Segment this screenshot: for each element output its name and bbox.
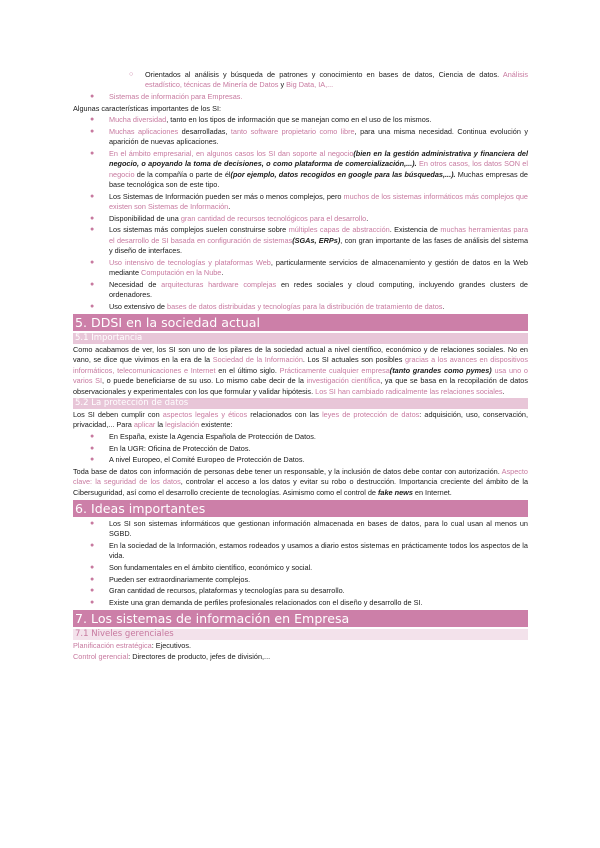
highlight-text: En otros casos, los datos SON el negocio bbox=[109, 159, 528, 179]
item-text: . bbox=[228, 202, 231, 211]
highlight-text: Aspecto clave: la seguridad de los datos bbox=[73, 466, 528, 487]
italic-text: fake news bbox=[378, 487, 413, 497]
item-text: . bbox=[366, 213, 369, 223]
item-text: A nivel Europeo, el Comité Europeo de Protección de Datos. bbox=[109, 455, 305, 465]
highlight-text: Muchas aplicaciones bbox=[109, 126, 179, 136]
item-text: Los Sistemas de Información pueden ser más o menos complejos, pero bbox=[109, 191, 344, 201]
filled-circle-icon: ● bbox=[90, 520, 95, 528]
item-text: , tanto en los tipos de información que se manejan como en el uso de los mismos. bbox=[166, 115, 432, 125]
list-item bbox=[73, 280, 528, 301]
filled-circle-icon: ● bbox=[90, 575, 95, 583]
list-item bbox=[73, 519, 528, 540]
list-item bbox=[73, 432, 528, 442]
highlight-text: aspectos legales y éticos bbox=[162, 410, 248, 420]
section-heading: 7. Los sistemas de información en Empresa bbox=[73, 610, 528, 627]
list-item bbox=[73, 225, 528, 256]
italic-text: (SGAs, ERPs) bbox=[292, 235, 341, 245]
list-item bbox=[73, 598, 528, 608]
filled-circle-icon: ● bbox=[90, 226, 95, 234]
filled-circle-icon: ● bbox=[90, 564, 95, 572]
filled-circle-icon: ● bbox=[90, 214, 95, 222]
item-text: Los sistemas más complejos suelen construirse sobre bbox=[109, 225, 289, 235]
highlight-text: Big Data, IA,... bbox=[286, 80, 334, 90]
item-text: Necesidad de bbox=[109, 279, 162, 289]
highlight-text: muchos de los sistemas informáticos más complejos que existen son Sistemas de Información bbox=[109, 191, 528, 211]
item-text: Disponibilidad de una bbox=[109, 213, 181, 223]
highlight-text: Prácticamente cualquier empresa bbox=[279, 365, 390, 375]
ideas-list bbox=[73, 519, 528, 608]
filled-circle-icon: ● bbox=[90, 444, 95, 452]
list-item bbox=[73, 115, 528, 125]
list-item bbox=[73, 92, 528, 102]
item-text: de la compañía o parte de él bbox=[134, 169, 231, 179]
item-text: y bbox=[278, 80, 287, 90]
highlight-text: legislación bbox=[165, 420, 200, 430]
filled-circle-icon: ● bbox=[90, 587, 95, 595]
highlight-text: Los SI han cambiado radicalmente las relaciones sociales bbox=[315, 386, 503, 396]
list-item bbox=[73, 586, 528, 596]
filled-circle-icon: ● bbox=[90, 598, 95, 606]
italic-text: (por ejemplo, datos recogidos en google para las búsquedas,...). bbox=[230, 169, 456, 179]
item-text: Orientados al análisis y búsqueda de patrones y conocimiento en bases de datos, Ciencia de datos. bbox=[145, 70, 500, 79]
paragraph bbox=[73, 410, 528, 431]
item-text: desarrolladas, bbox=[178, 126, 231, 136]
item-text: En la sociedad de la Información, estamos rodeados y usamos a diario estos sistemas en prácticamente todos los aspectos de la vida. bbox=[109, 541, 528, 561]
paragraph bbox=[73, 345, 528, 397]
item-text: Pueden ser extraordinariamente complejos. bbox=[109, 574, 251, 584]
item-text: , con gran importante de las fases de análisis del sistema y diseño de interfaces. bbox=[109, 235, 528, 255]
highlight-text: bases de datos distribuidas y tecnologías para la distribución de tratamiento de datos bbox=[167, 301, 443, 311]
list-item bbox=[73, 444, 528, 454]
list-item bbox=[73, 302, 528, 312]
filled-circle-icon: ● bbox=[90, 93, 95, 100]
item-text: . bbox=[221, 268, 224, 277]
paragraph-text: en Internet. bbox=[412, 487, 452, 497]
paragraph bbox=[73, 641, 528, 651]
subsection-heading: 5.2 La protección de datos bbox=[73, 398, 528, 409]
document-content bbox=[73, 70, 528, 662]
paragraph-text: Toda base de datos con información de personas debe tener un responsable, y la inclusión de datos debe contar con autorización. bbox=[73, 466, 502, 476]
paragraph-text: en el último siglo. bbox=[215, 365, 280, 375]
highlight-text: usa uno o varios SI bbox=[73, 365, 528, 386]
characteristics-list bbox=[73, 115, 528, 312]
highlight-text: gran cantidad de recursos tecnológicos para el desarrollo bbox=[180, 213, 367, 223]
hollow-circle-icon: ○ bbox=[129, 71, 134, 78]
paragraph-text: la bbox=[155, 420, 166, 430]
paragraph-text: . Los SI actuales son posibles bbox=[302, 355, 405, 365]
highlight-text: aplicar bbox=[133, 420, 156, 430]
highlight-text: investigación científica bbox=[306, 376, 381, 386]
item-text: Los SI son sistemas informáticos que gestionan información almacenada en bases de datos, para lo cual usan al menos un SGBD. bbox=[109, 519, 528, 539]
highlight-text: Control gerencial bbox=[73, 651, 129, 661]
subsection-heading: 5.1 Importancia bbox=[73, 333, 528, 344]
item-text: En la UGR: Oficina de Protección de Datos. bbox=[109, 443, 251, 453]
section-heading: 6. Ideas importantes bbox=[73, 500, 528, 517]
filled-circle-icon: ● bbox=[90, 258, 95, 266]
item-text: , para una misma necesidad. Continua evolución y aparición de nuevas aplicaciones. bbox=[109, 126, 528, 147]
highlight-text: Mucha diversidad bbox=[109, 115, 167, 125]
filled-circle-icon: ● bbox=[90, 542, 95, 550]
list-item bbox=[73, 214, 528, 224]
paragraph-text: : Directores de producto, jefes de división,... bbox=[128, 651, 271, 661]
filled-circle-icon: ● bbox=[90, 149, 95, 157]
italic-text: (bien en la gestión administrativa y financiera del negocio, o apoyando la toma de decisiones, o como plataforma de comercialización,...). bbox=[109, 148, 528, 169]
highlight-text: Sistemas de información para Empresas. bbox=[109, 92, 243, 101]
item-text: Gran cantidad de recursos, plataformas y tecnologías para su desarrollo. bbox=[109, 586, 345, 596]
paragraph-text: , ya que se basa en la recopilación de datos observacionales y experimentales con los que formular y validar hipótesis. bbox=[73, 376, 529, 396]
item-text: . Existencia de bbox=[389, 225, 441, 235]
highlight-text: Planificación estratégica bbox=[73, 641, 152, 651]
list-item bbox=[73, 149, 528, 191]
paragraph bbox=[73, 467, 528, 498]
subsection-heading: 7.1 Niveles gerenciales bbox=[73, 629, 528, 640]
list-item bbox=[73, 541, 528, 562]
list-item bbox=[73, 127, 528, 148]
highlight-text: tanto software propietario como libre bbox=[230, 126, 355, 136]
filled-circle-icon: ● bbox=[90, 116, 95, 124]
paragraph-text: , controlar el acceso a los datos y evitar su robo o destrucción. Importancia creciente del ámbito de la Cibersuguridad, así como el desarrollo creciente de tecnologías. Asimismo como el control de bbox=[73, 477, 528, 497]
item-text: En España, existe la Agencia Española de Protección de Datos. bbox=[109, 432, 316, 442]
list-item bbox=[73, 192, 528, 213]
filled-circle-icon: ● bbox=[90, 192, 95, 200]
paragraph-text: Los SI deben cumplir con bbox=[73, 410, 163, 420]
paragraph-text: : adquisición, uso, conservación, privacidad,... Para bbox=[73, 410, 528, 430]
item-text: Existe una gran demanda de perfiles profesionales relacionados con el diseño y desarrollo de SI. bbox=[109, 597, 423, 607]
highlight-text: múltiples capas de abstracción bbox=[288, 225, 390, 235]
item-text: Uso extensivo de bbox=[109, 301, 168, 311]
paragraph-text: existente: bbox=[199, 420, 233, 430]
filled-circle-icon: ● bbox=[90, 302, 95, 310]
highlight-text: arquitecturas hardware complejas bbox=[161, 279, 277, 289]
filled-circle-icon: ● bbox=[90, 127, 95, 135]
item-text: Muchas empresas de base tecnológica son de este tipo. bbox=[109, 169, 528, 189]
list-item bbox=[73, 455, 528, 465]
item-text: Son fundamentales en el ámbito científico, económico y social. bbox=[109, 563, 313, 573]
item-text: en redes sociales y cloud computing, incluyendo grandes clusters de ordenadores. bbox=[109, 279, 528, 299]
highlight-text: Computación en la Nube bbox=[141, 268, 222, 277]
section-heading: 5. DDSI en la sociedad actual bbox=[73, 314, 528, 331]
highlight-text: Análisis estadístico, técnicas de Minería de Datos bbox=[145, 70, 529, 90]
italic-text: (tanto grandes como pymes) bbox=[389, 365, 492, 375]
filled-circle-icon: ● bbox=[90, 433, 95, 441]
filled-circle-icon: ● bbox=[90, 280, 95, 288]
characteristics-intro: Algunas características importantes de los SI: bbox=[73, 103, 222, 113]
protection-list bbox=[73, 432, 528, 466]
paragraph bbox=[73, 652, 528, 662]
highlight-text: Sociedad de la Información bbox=[212, 355, 303, 365]
filled-circle-icon: ● bbox=[90, 456, 95, 464]
list-item bbox=[73, 258, 528, 279]
paragraph-text: : Ejecutivos. bbox=[151, 641, 192, 651]
highlight-text: Uso intensivo de tecnologías y plataformas Web bbox=[109, 257, 271, 267]
list-item bbox=[73, 575, 528, 585]
paragraph-text: relacionados con las bbox=[247, 410, 323, 420]
paragraph-text: , o puede beneficiarse de su uso. Lo mismo cabe decir de la bbox=[102, 376, 307, 386]
highlight-text: leyes de protección de datos bbox=[322, 410, 420, 420]
sub-list-item bbox=[73, 70, 528, 91]
item-text: , particularmente servicios de almacenamiento y gestión de datos en la Web mediante bbox=[109, 257, 528, 277]
paragraph-text: Como acabamos de ver, los SI son uno de los pilares de la sociedad actual a nivel científico, económico y de relaciones sociales. No en vano, se dice que vivimos en la era de la bbox=[73, 345, 528, 365]
highlight-text: muchas herramientas para el desarrollo de SI basada en configuración de sistemas bbox=[109, 225, 529, 245]
highlight-text: gracias a los avances en dispositivos informáticos, telecomunicaciones e Internet bbox=[73, 355, 528, 375]
list-item bbox=[73, 563, 528, 573]
item-text: . bbox=[442, 301, 445, 311]
paragraph-text: . bbox=[502, 386, 505, 396]
highlight-text: En el ámbito empresarial, en algunos casos los SI dan soporte al negocio bbox=[109, 148, 354, 158]
